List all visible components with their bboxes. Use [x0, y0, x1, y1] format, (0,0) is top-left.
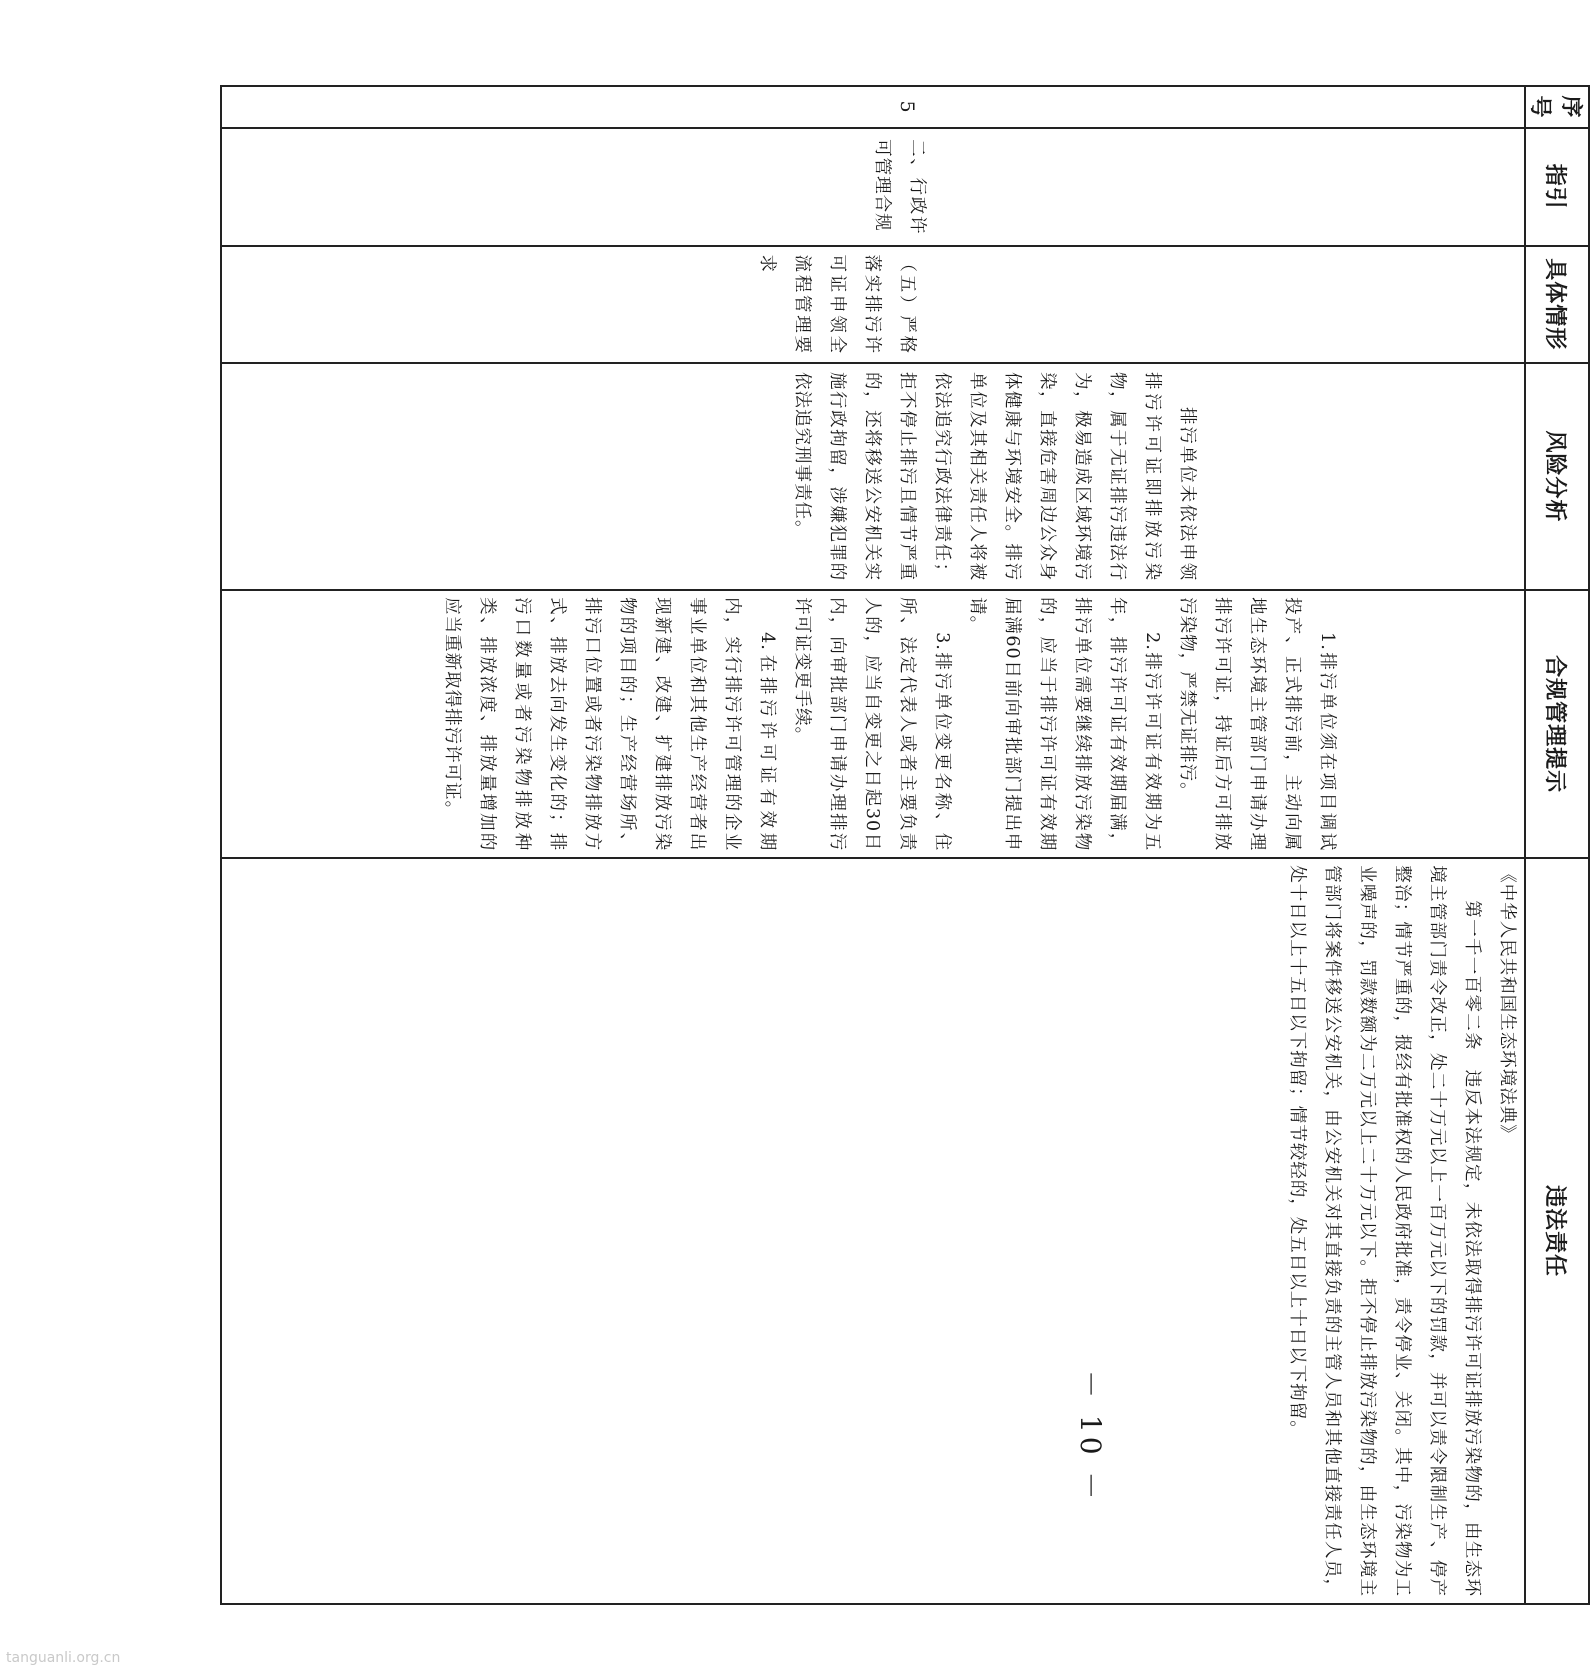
header-seq: 序号 [1525, 86, 1589, 128]
cell-responsibility [221, 858, 1525, 1604]
cell-seq: 5 [221, 86, 1525, 128]
law-title: 《中华人民共和国生态环境法典》 [1497, 865, 1517, 1143]
cell-compliance [221, 590, 1525, 858]
compliance-item-2: 2.排污许可证有效期为五年，排污许可证有效期届满，排污单位需要继续排放污染物的，应当于排污许可证有效期届满60日前向审批部门提出申请。 [967, 597, 1162, 852]
header-situation: 具体情形 [1525, 246, 1589, 363]
table-header-row [1525, 86, 1589, 1604]
compliance-table [220, 85, 1590, 1605]
law-article: 第一千一百零二条 违反本法规定，未依法取得排污许可证排放污染物的，由生态环境主管部门责令改正，处二十万元以上一百万元以下的罚款，并可以责令限制生产、停产整治；情节严重的，报经有批准权的人民政府批准，责令停业、关闭。其中，污染物为工业噪声的，罚款数额为二万元以上二十万元以下。拒不停止排放污染物的，由生态环境主管部门将案件移送公安机关，由公安机关对其直接负责的主管人员和其他直接责任人员，处十日以上十五日以下拘留；情节较轻的，处五日以上十日以下拘留。 [1287, 865, 1482, 1597]
cell-situation: （五）严格落实排污许可证申领全流程管理要求 [221, 246, 1525, 363]
risk-paragraph: 排污单位未依法申领排污许可证即排放污染物，属于无证排污违法行为，极易造成区域环境污染，直接危害周边公众身体健康与环境安全。排污单位及其相关责任人将被依法追究行政法律责任；拒不停止排污且情节严重的，还将移送公安机关实施行政拘留，涉嫌犯罪的依法追究刑事责任。 [792, 371, 1197, 582]
header-risk: 风险分析 [1525, 363, 1589, 590]
rotated-table-container [220, 85, 1590, 1605]
compliance-item-1: 1.排污单位须在项目调试投产、正式排污前，主动向属地生态环境主管部门申请办理排污许可证，持证后方可排放污染物，严禁无证排污。 [1177, 597, 1337, 852]
header-compliance: 合规管理提示 [1525, 590, 1589, 858]
watermark: tanguanli.org.cn [6, 1650, 121, 1666]
cell-guide: 二、行政许可管理合规 [221, 128, 1525, 245]
cell-risk [221, 363, 1525, 590]
page-number: － 10 － [1074, 1370, 1107, 1504]
table-row [221, 86, 1525, 1604]
header-responsibility: 违法责任 [1525, 858, 1589, 1604]
compliance-item-4: 4.在排污许可证有效期内，实行排污许可管理的企业事业单位和其他生产经营者出现新建、改建、扩建排放污染物的项目的；生产经营场所、排污口位置或者污染物排放方式、排放去向发生变化的；排污口数量或者污染物排放种类、排放浓度、排放量增加的应当重新取得排污许可证。 [442, 597, 777, 852]
header-guide: 指引 [1525, 128, 1589, 245]
compliance-item-3: 3.排污单位变更名称、住所、法定代表人或者主要负责人的，应当自变更之日起30日内，向审批部门申请办理排污许可证变更手续。 [792, 597, 952, 852]
